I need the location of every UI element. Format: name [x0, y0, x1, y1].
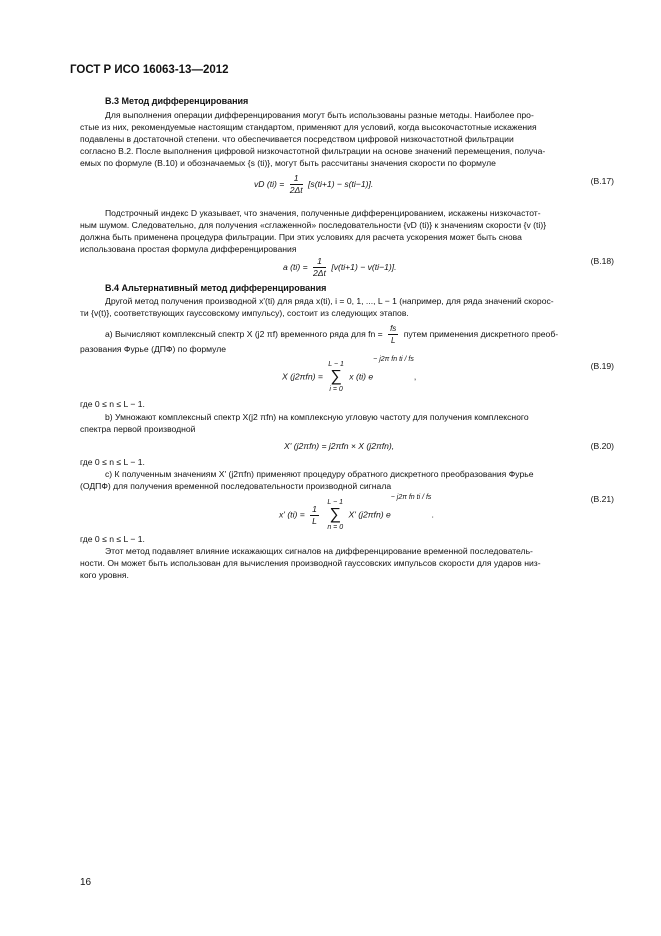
b4-where-19: где 0 ≤ n ≤ L − 1.: [80, 399, 145, 409]
eq19-number: (В.19): [590, 361, 614, 371]
b4-step-b-line-2: спектра первой производной: [80, 424, 196, 434]
eq21-fraction: [310, 504, 319, 527]
eq18-left: a (ti) =: [283, 261, 308, 272]
step-a-frac-denominator: L: [390, 336, 396, 345]
eq19-sum-upper: L − 1: [328, 361, 344, 368]
b4-final-line-1: Этот метод подавляет влияние искажающих сигналов на дифференцирование временной последователь-: [105, 546, 533, 556]
eq17-left: vD (ti) =: [254, 178, 285, 189]
eq21-sum: [327, 498, 343, 532]
eq18-denominator: 2Δt: [312, 268, 326, 278]
eq18-right: [v(ti+1) − v(ti−1)].: [331, 261, 397, 272]
b3-paragraph-line-2: стые из них, рекомендуемые настоящим стандартом, применяют для условий, когда высокочастотные искажения: [80, 122, 537, 132]
eq21-number: (В.21): [590, 494, 614, 504]
step-a-frac-numerator: fs: [390, 324, 397, 333]
page-number: 16: [80, 877, 92, 888]
eq19-exponent: − j2π fn ti / fs: [373, 356, 414, 363]
b4-intro-line-1: Другой метод получения производной x'(ti) для ряда x(ti), i = 0, 1, ..., L − 1 (например, для ряда значений скорос-: [105, 296, 554, 306]
eq18-number: (В.18): [590, 256, 614, 266]
equation-b21: x' (ti) = $\frac{1}{L}$ L − 1 ∑ n = 0 X' (j2πfn) e− j2π fn ti / fs.: [279, 494, 434, 531]
sigma-symbol: ∑: [330, 368, 342, 385]
b4-intro-line-2: ти {v(t)}, соответствующих гауссовскому импульсу), состоит из следующих этапов.: [80, 308, 409, 318]
eq17-numerator: 1: [290, 173, 303, 185]
eq17-number: (В.17): [590, 176, 614, 186]
b3-para2-line-1: Подстрочный индекс D указывает, что значения, полученные дифференцированием, искажены низкочастот-: [105, 208, 541, 218]
eq21-exponent: − j2π fn ti / fs: [390, 494, 432, 501]
b4-step-c-line-2: (ОДПФ) для получения временной последовательности производной сигнала: [80, 481, 392, 491]
eq18-fraction: [313, 256, 326, 279]
b3-paragraph-line-5: емых по формуле (В.10) и обозначаемых {s (ti)}, могут быть рассчитаны значения скорости по формуле: [80, 158, 496, 168]
equation-b17: [254, 173, 373, 196]
sigma-symbol: ∑: [329, 506, 341, 523]
eq21-denominator: L: [312, 515, 317, 526]
eq19-sum-lower: i = 0: [329, 386, 343, 393]
eq19-body: x (ti) e: [349, 371, 374, 382]
eq18-numerator: 1: [313, 256, 326, 268]
b3-para2-line-2: ным шумом. Следовательно, для получения «сглаженной» последовательности {vD (ti)} к значениям скорости {v (ti)}: [80, 220, 547, 230]
step-a-text-start: а) Вычисляют комплексный спектр X (j2 πf) временного ряда для fn =: [105, 328, 383, 339]
b4-final-line-3: кого уровня.: [80, 570, 129, 580]
step-a-text-end: путем применения дискретного преоб-: [403, 328, 559, 339]
b3-para2-line-4: использована простая формула дифференцирования: [80, 244, 297, 254]
equation-b20: X' (j2πfn) = j2πfn × X (j2πfn),: [284, 441, 395, 451]
eq19-left: X (j2πfn) =: [282, 371, 323, 382]
b4-where-20: где 0 ≤ n ≤ L − 1.: [80, 457, 145, 467]
b3-para2-line-3: должна быть применена процедура фильтрации. При этих условиях для расчета ускорения может быть снова: [80, 232, 522, 242]
b3-paragraph-line-1: Для выполнения операции дифференцирования могут быть использованы разные методы. Наиболее про-: [105, 110, 534, 120]
eq20-number: (В.20): [590, 441, 614, 451]
step-a-fraction: [388, 323, 398, 346]
b3-paragraph-line-3: подавлены в достаточной степени. что обеспечивается посредством цифровой низкочастотной фильтрации: [80, 134, 514, 144]
b4-step-b-line-1: b) Умножают комплексный спектр X(j2 πfn) на комплексную угловую частоту для получения комплексного: [105, 412, 529, 422]
eq17-fraction: [290, 173, 303, 196]
section-b4-title: В.4 Альтернативный метод дифференцирования: [105, 283, 327, 293]
eq21-numerator: 1: [312, 503, 317, 514]
eq17-denominator: 2Δt: [289, 185, 303, 195]
eq21-body: X' (j2πfn) e: [348, 509, 391, 520]
b3-paragraph-line-4: согласно В.2. После выполнения цифровой низкочастотной фильтрации на основе значений перемещения, получа-: [80, 146, 546, 156]
equation-b18: [283, 256, 397, 279]
equation-b19: X (j2πfn) = L − 1 ∑ i = 0 x (ti) e− j2π fn ti / fs,: [282, 356, 417, 393]
b4-step-c-line-1: c) К полученным значениям X' (j2πfn) применяют процедуру обратного дискретного преобразования Фурье: [105, 469, 534, 479]
eq17-right: [s(ti+1) − s(ti−1)].: [308, 178, 374, 189]
document-header: ГОСТ Р ИСО 16063-13—2012: [70, 64, 229, 76]
b4-step-a-line-2: разования Фурье (ДПФ) по формуле: [80, 344, 227, 354]
section-b3-title: В.3 Метод дифференцирования: [105, 96, 249, 106]
b4-where-21: где 0 ≤ n ≤ L − 1.: [80, 534, 145, 544]
eq21-sum-upper: L − 1: [327, 499, 344, 506]
eq19-sum: [328, 360, 344, 394]
eq21-sum-lower: n = 0: [327, 524, 344, 531]
eq21-left: x' (ti) =: [279, 509, 305, 520]
b4-final-line-2: ности. Он может быть использован для вычисления производной гауссовских импульсов скорости для ударов низ-: [80, 558, 541, 568]
